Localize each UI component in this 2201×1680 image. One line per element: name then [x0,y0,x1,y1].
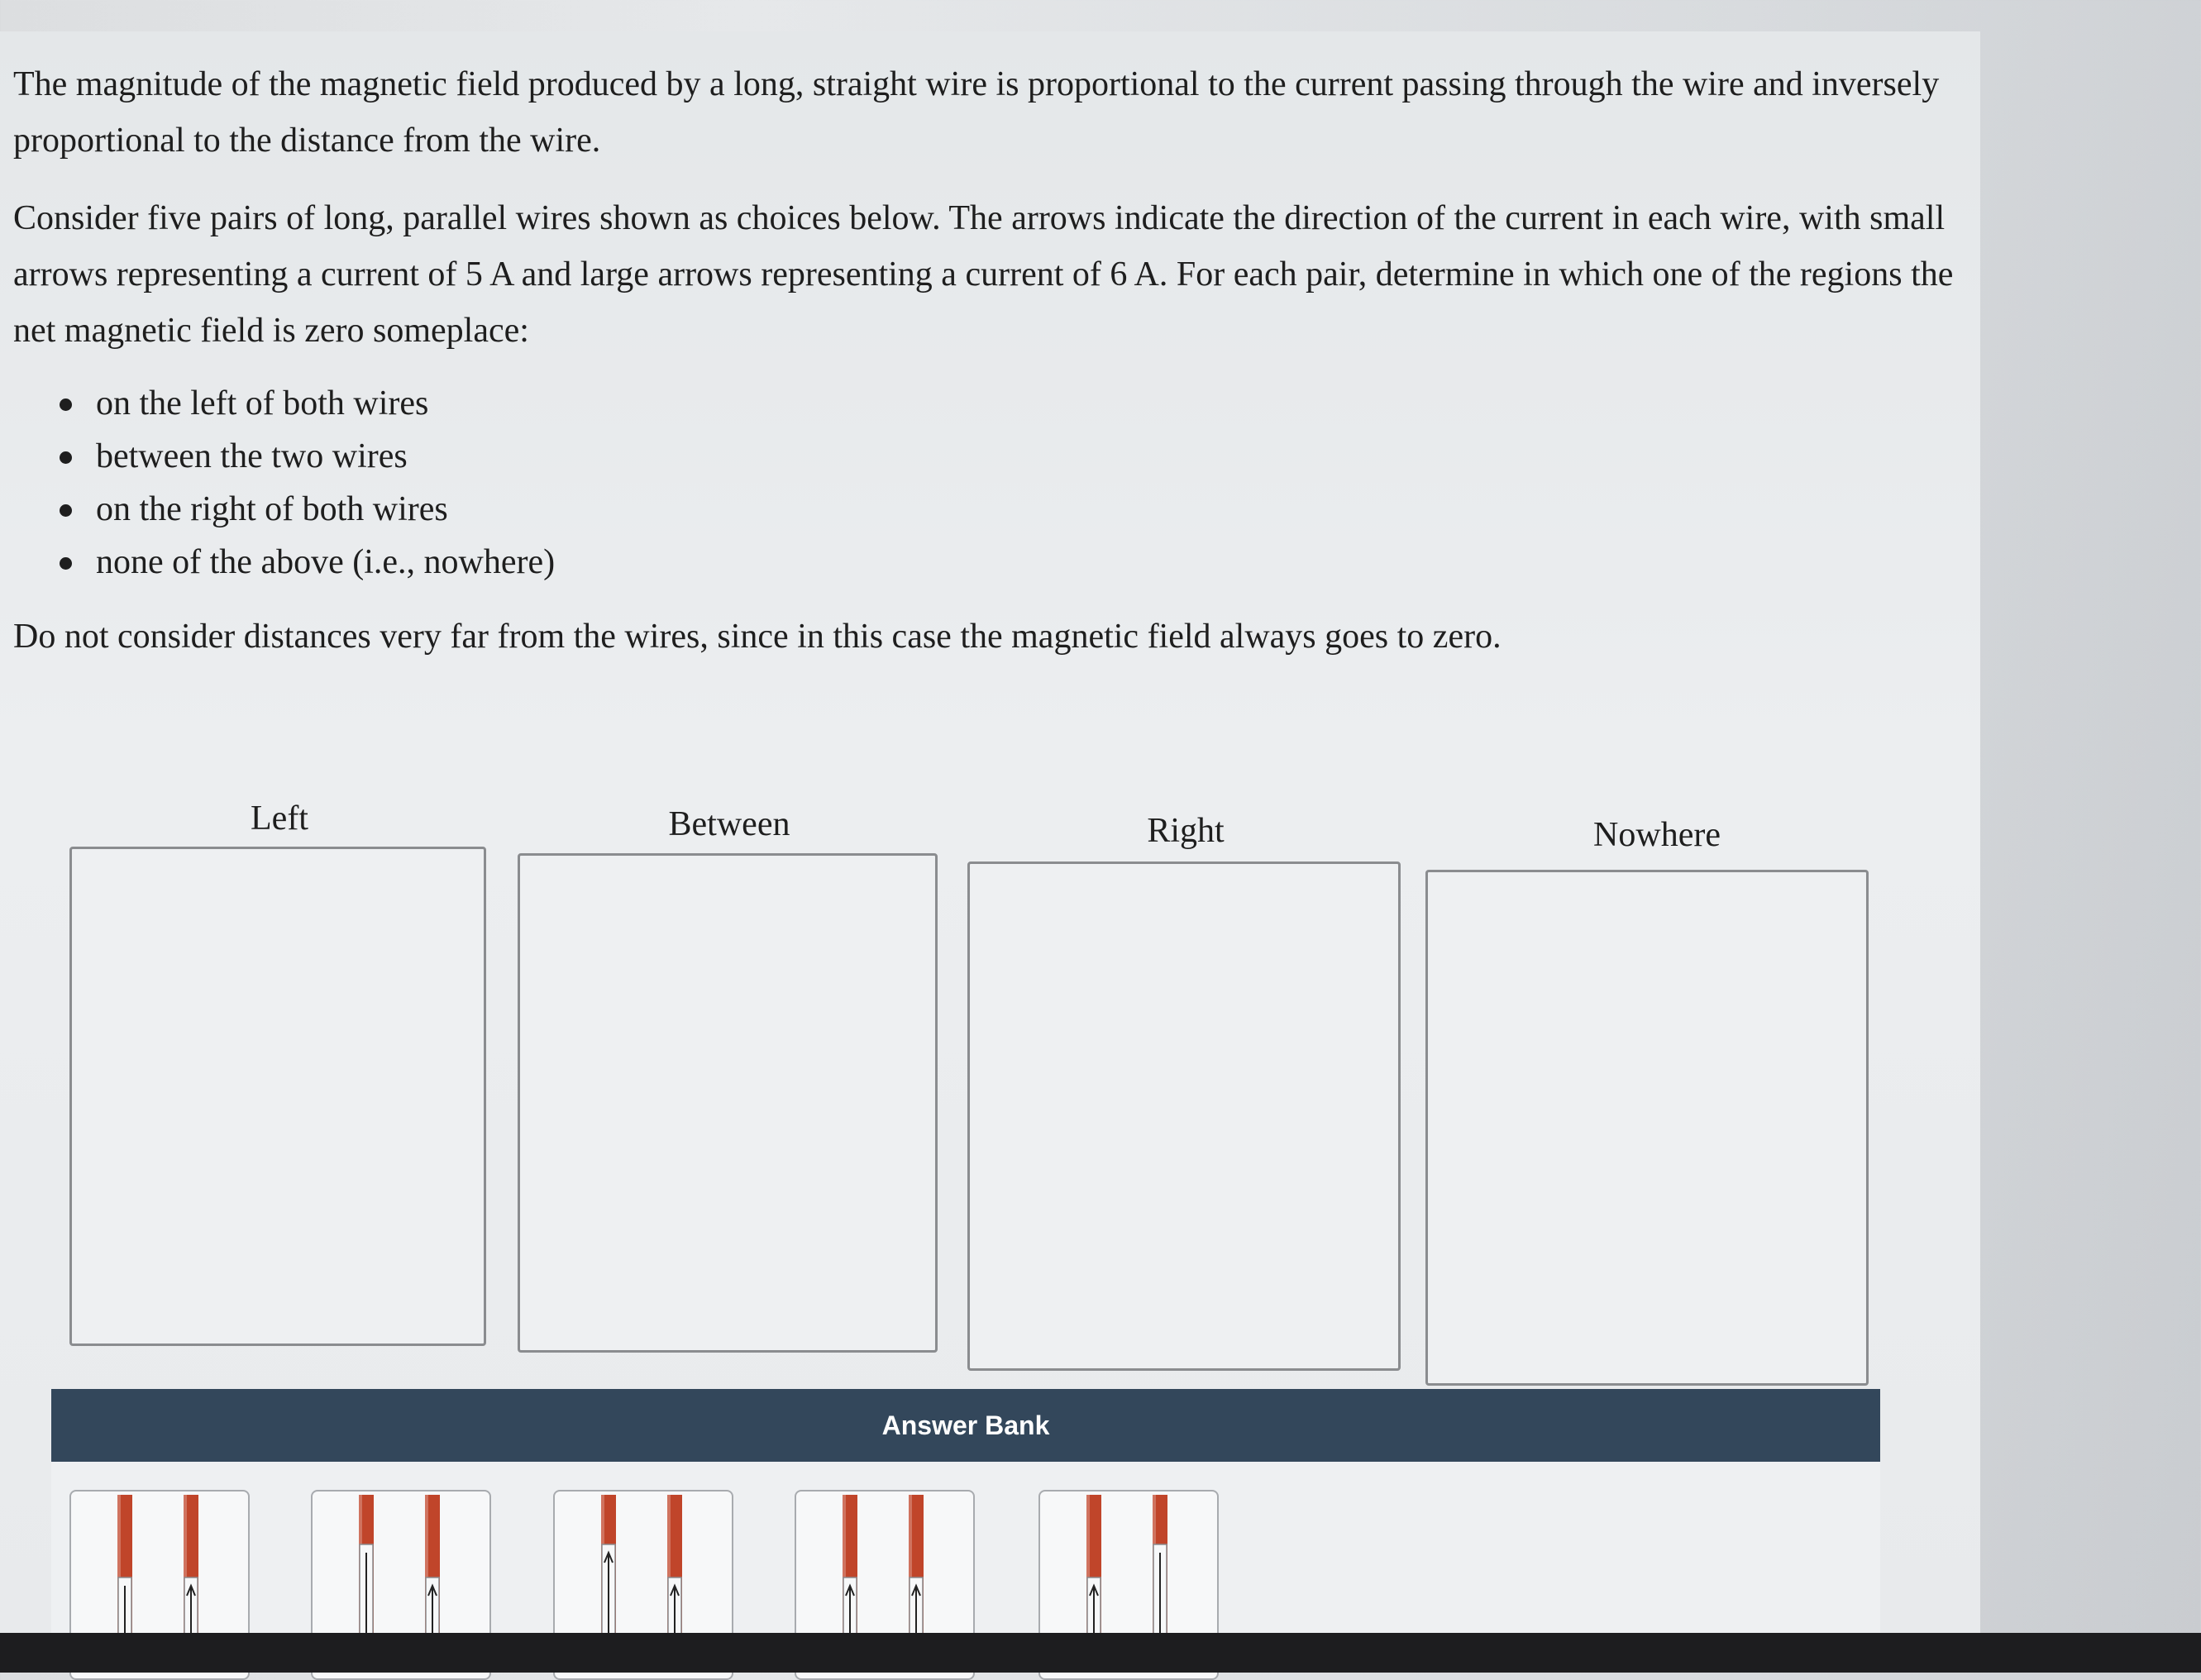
zone-label-nowhere: Nowhere [1593,816,1721,854]
note-paragraph: Do not consider distances very far from the wires, since in this case the magnetic field always goes to zero. [13,618,1502,656]
screen-bezel [0,1633,2201,1673]
bullet-icon [60,399,72,411]
bullet-icon [60,557,72,570]
bullet-icon [60,504,72,517]
drop-zone-right[interactable] [967,861,1401,1371]
zone-label-between: Between [668,805,790,843]
intro-paragraph: The magnitude of the magnetic field produced by a long, straight wire is proportional to the current passing through the wire and inversely proportional to the distance from the wire. [13,65,1940,160]
zone-label-left: Left [251,799,308,838]
bullet-icon [60,451,72,464]
drop-zone-nowhere[interactable] [1425,870,1869,1386]
drop-zone-left[interactable] [69,847,486,1346]
region-options-list [50,377,555,589]
drop-zone-between[interactable] [518,853,938,1353]
list-item: none of the above (i.e., nowhere) [50,536,555,589]
list-item: on the left of both wires [50,377,555,430]
zone-label-right: Right [1147,812,1225,850]
answer-bank [51,1389,1880,1673]
answer-bank-header: Answer Bank [51,1389,1880,1462]
instructions-paragraph: Consider five pairs of long, parallel wires shown as choices below. The arrows indicate the direction of the current in each wire, with small arrows representing a current of 5 A and large arrows representing a current of 6 A. For each pair, determine in which one of the regions the net magnetic field is zero someplace: [13,199,1954,350]
list-item: between the two wires [50,430,555,483]
list-item: on the right of both wires [50,483,555,536]
